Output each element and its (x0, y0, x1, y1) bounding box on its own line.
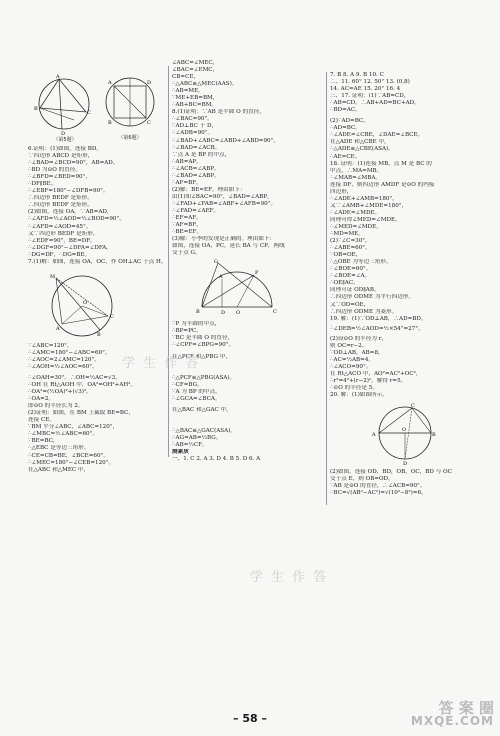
text-line: ∴∠ADE=∠MDE。 (330, 209, 381, 216)
text-line: ∵BM 平分∠ABC，∠ABC=120°， (28, 424, 119, 431)
text-line: ∴∠BAD=∠ACB。 (172, 144, 221, 151)
text-line: 18. 证明：(1)连接 MB，点 M 是 BC 的 (330, 160, 432, 167)
text-line: 交于点 E，则 OB=OD。 (330, 476, 394, 483)
text-line: 由(1)知∠BAC=90°，∠BAD=∠ABP， (172, 193, 273, 200)
text-line: ∴四边形 ODME 为菱形。 (330, 308, 398, 315)
column-right (330, 72, 480, 497)
text-line: ∠BAC=∠EMC， (172, 67, 219, 74)
text-line: 三、17. 证明：(1)∵AB=CD， (330, 93, 410, 100)
text-line: ∴∠DEB=½∠AOD=½×54°=27°。 (330, 325, 424, 332)
text-line: ∵∠ABC=120°， (28, 342, 73, 349)
text-line: ∴∠GCA=∠BCA。 (172, 395, 221, 402)
text-line: ∴∠BAC=90°。 (172, 116, 213, 123)
text-line: 6.证明：(1)如图，连接 BD。 (28, 146, 102, 152)
text-line: 一、1. C 2. A 3. D 4. B 5. D 6. A (172, 455, 261, 462)
svg-text:C: C (147, 120, 151, 126)
figure-6 (102, 72, 158, 141)
text-line: (2)证明：如图，在 BM 上截取 BE=BC， (28, 410, 135, 417)
svg-text:A: A (372, 432, 376, 439)
text-line: 20. 解：(1)如图所示。 (330, 392, 388, 399)
svg-text:C: C (110, 313, 114, 320)
text-line: ∴∠FAD=∠AEF。 (172, 207, 220, 214)
text-line: ∴⊙O 的半径是 5。 (330, 385, 378, 392)
text-line: (2)如图，连接 OD，BD，OB，OC，BD 与 OC (330, 469, 452, 476)
text-line: 在△ABC 和△MEC 中， (28, 466, 90, 473)
text-line: ∴∠ADE+∠AMB=180°。 (330, 195, 398, 202)
text-line: 即⊙O 的半径长为 2。 (28, 403, 84, 410)
circle-diagram-7 (42, 266, 122, 342)
text-line: ∴∠ABE=60°。 (330, 245, 371, 252)
site-logo (410, 699, 494, 728)
text-line: 又∵∠AMB+∠MDE=180°， (330, 202, 408, 209)
text-line: ∴∠EBF=180°−∠DFB=90°。 (28, 188, 109, 195)
text-line: (2)∵AD=BC， (330, 118, 369, 125)
svg-text:A: A (56, 325, 60, 332)
text-line: ∴AF=BF。 (172, 179, 202, 186)
svg-text:M: M (50, 273, 56, 280)
svg-text:D: D (221, 310, 226, 317)
text-line: ∵ME+EB=BM， (172, 95, 219, 102)
text-line: (2)解：BE=EF。理由如下： (172, 186, 246, 193)
text-line: ∵OD⊥AB，AB=8， (330, 349, 384, 356)
column-middle (172, 60, 322, 463)
text-line: ∴∠BAD=∠BCD=90°，AB=AD。 (28, 160, 119, 167)
text-line: ∴OA=2。 (28, 396, 55, 403)
text-line: ∴DG=DF，∴DG=BE。 (28, 251, 91, 258)
svg-text:G: G (214, 259, 218, 266)
circle-diagram-20 (360, 399, 450, 467)
figure-20-slot (330, 399, 480, 469)
text-line: ∴∠OAH=30°。∴OH=½AC=√3。 (28, 374, 121, 381)
text-line: 7. B 8. A 9. B 10. C (330, 72, 384, 78)
text-line: ∴四边形 ODME 为平行四边形。 (330, 294, 414, 301)
circle-diagram-6 (102, 72, 158, 134)
text-line: ∴∠ACO=90°。 (330, 363, 372, 370)
text-line: 四边形， (330, 188, 353, 195)
text-line: CB=CE， (172, 74, 200, 81)
circle-diagram-5 (34, 70, 96, 136)
text-line: ∴∠BOE=∠A。 (330, 273, 371, 280)
text-line: ∵BC 是半圆 O 的直径， (172, 335, 234, 342)
text-line: ∴AB=½CF。 (172, 441, 208, 448)
text-line: ∴CF=BG。 (172, 381, 203, 388)
text-line: ∴∠ADE=∠CBE，∠DAE=∠BCE。 (330, 132, 424, 139)
text-line: ∵BE=BC， (28, 438, 59, 445)
text-line: ∴∠DGF=90°−∠DFA=∠DFA。 (28, 244, 112, 251)
text-line: ∴△PCF≌△PBG(ASA)。 (172, 374, 236, 381)
text-line: ∠ABC=∠MEC， (172, 60, 219, 66)
text-line: ∴∠AFD=∠AOD=45°。 (28, 223, 92, 230)
logo-text: 答 案 圈 (438, 699, 494, 717)
svg-text:A: A (108, 80, 112, 86)
text-line: (2)设⊙O 的半径为 r， (330, 335, 387, 342)
text-line: 中点，∴MA=MB。 (330, 167, 383, 174)
text-line: ∴∠AFD=½∠AOD=½∠BOD=90°。 (28, 216, 125, 223)
text-line: ∴∠BFD=∠BED=90°。 (28, 174, 91, 181)
text-line: ∵点 A 是 BP 的中点， (172, 151, 231, 158)
text-line: ∴BD=AC。 (330, 107, 361, 114)
text-line: (3)解：小李的发现是正确的。理由如下： (172, 236, 276, 243)
section-heading: 测素质 (172, 448, 189, 455)
text-line: (2)∵∠C=30°， (330, 238, 371, 245)
semicircle-diagram-8 (192, 257, 282, 319)
svg-text:A: A (56, 74, 60, 80)
figure-5 (34, 70, 96, 143)
text-line: ∴AB=CD。∴AB+AD=BC+AD。 (330, 100, 420, 107)
text-line: ∴△BAC≌△GAC(ASA)。 (172, 427, 236, 434)
text-line: ∴OE∥AC。 (330, 280, 359, 287)
text-line: ∴∠MEC=180°−∠CEB=120°。 (28, 459, 115, 466)
text-line: 连接 CE。 (28, 417, 55, 424)
text-line: ∵A 为 BP 的中点， (172, 388, 221, 395)
text-line: ∴△ADE≌△CBE(ASA)。 (330, 146, 394, 153)
text-line: ∴∠MAB=∠MBA。 (330, 174, 381, 181)
text-line: ∴AG=AB=½BG。 (172, 434, 222, 441)
text-line: ∴∠AOH=½∠AOC=60°。 (28, 363, 98, 370)
text-line: ∴CE=CB=BE，∠BCE=60°。 (28, 452, 109, 459)
svg-text:B: B (97, 331, 101, 338)
column-left (28, 146, 168, 474)
text-line: ∴AD=BC。 (330, 125, 361, 132)
text-line: ∴AB=AP。 (172, 158, 202, 165)
watermark: 学 生 作 答 (250, 570, 329, 585)
figure-8-slot (172, 257, 322, 321)
text-line: ∴∠ACB=∠ABP。 (172, 165, 220, 172)
figure-5-caption: （第5题） (53, 137, 77, 143)
text-line: 在△BAC 和△GAC 中， (172, 406, 232, 413)
text-line: ∴OA²=(½OA)²+(√3)²。 (28, 389, 92, 396)
text-line: (2)如图，连接 OA。∵AB=AD， (28, 209, 113, 216)
text-line: 则 OC=r−2。 (330, 342, 368, 349)
svg-text:O: O (236, 310, 241, 317)
text-line: ∴AB=ME。 (172, 88, 204, 95)
text-line: ∴四边形 BEDF 是矩形。 (28, 195, 93, 202)
text-line: 又∵四边形 BEDF 是矩形， (28, 230, 99, 237)
text-line: 7.(1)解：如图，连接 OA，OC，作 OH⊥AC 于点 H。 (28, 258, 167, 265)
text-line: ∴∠CPF=∠BPG=90°。 (172, 342, 235, 349)
text-line: ∴∠FAD+∠FAB=∠ABF+∠AFB=90°。 (172, 200, 277, 207)
text-line: ∴△EBC 是等边三角形。 (28, 445, 90, 452)
text-line: 又∵OD=OE， (330, 301, 370, 308)
text-line: 14. AC=AE 15. 20° 16. 4 (330, 86, 401, 93)
text-line: 如图，连接 OA，PC，延长 BA 与 CP，两线 (172, 243, 285, 250)
text-line: ∴OH 在 Rt△AOH 中，OA²=OH²+AH²。 (28, 382, 137, 389)
svg-text:A: A (219, 274, 223, 281)
svg-text:C: C (273, 309, 277, 316)
text-line: ∵P 为半圆的中点， (172, 321, 221, 328)
text-line: ∴∠BOE=60°。 (330, 266, 372, 273)
text-line: ∴DF∥BE。 (28, 181, 57, 188)
svg-text:D: D (403, 461, 408, 468)
svg-text:D: D (61, 131, 66, 136)
svg-text:O: O (402, 427, 407, 434)
svg-text:C: C (411, 403, 415, 410)
text-line: 同理可得∠MED=∠MDE。 (330, 216, 401, 223)
text-line: ∴BC=√(AB²−AC²)=√(10²−8²)=6。 (330, 490, 427, 497)
figure-7-slot (28, 266, 168, 343)
text-line: 同理可证 OD∥AB。 (330, 287, 380, 294)
text-line: ∴BD 为⊙O 的直径。 (28, 167, 81, 174)
svg-text:P: P (255, 270, 259, 277)
text-line: ∴∠AOC=2∠AMC=120°。 (28, 356, 100, 363)
svg-text:O: O (83, 299, 88, 306)
figure-6-caption: （第6题） (118, 135, 142, 141)
text-line: ∴∠BAD+∠ABC=∠ABD+∠ABD=90°。 (172, 137, 280, 144)
text-line: ∴MD=ME。 (330, 231, 364, 238)
text-line: ∵AD⊥BC 于 D， (172, 123, 218, 130)
text-line: ∴AE=CE。 (330, 153, 361, 160)
text-line: ∵OB=OE， (330, 252, 362, 259)
svg-text:B: B (34, 106, 38, 112)
text-line: 二、11. 60° 12. 50° 13. (0,8) (330, 79, 410, 86)
text-line: ∴∠AMC=180°−∠ABC=60°。 (28, 349, 111, 356)
text-line: ∴BE=EF。 (172, 229, 202, 236)
svg-text:D: D (147, 80, 152, 86)
text-line: ∴BP=PC。 (172, 328, 202, 335)
text-line: ∴∠MED=∠MDE。 (330, 223, 382, 230)
watermark: 学 生 作 答 (122, 356, 201, 371)
svg-text:B: B (196, 309, 200, 316)
text-line: ∴AC=½AB=4。 (330, 356, 374, 363)
text-line: ∴r²=4²+(r−2)²，解得 r=5。 (330, 377, 407, 384)
text-line: ∴四边形 BEDF 是矩形。 (28, 202, 93, 209)
text-line: ∴∠ADB=90°。 (172, 130, 214, 137)
text-line: ∴∠MBC=½∠ABC=60°。 (28, 431, 98, 438)
svg-text:B: B (432, 432, 436, 439)
text-line: ∴△OBE 为等边三角形。 (330, 259, 392, 266)
text-line: ∵四边形 ABCD 是矩形， (28, 153, 94, 160)
text-line: 在 Rt△ACO 中，AO²=AC²+OC²， (330, 370, 422, 377)
text-line: 在△PCF 和△PBG 中， (172, 353, 231, 360)
text-line: 19. 解：(1)∵OD⊥AB，∴AD=BD。 (330, 315, 427, 322)
text-line: ∵AF=BF， (172, 222, 202, 229)
text-line: ∴∠EDF=90°，BE=DF。 (28, 237, 96, 244)
page-number: – 58 – (233, 712, 267, 725)
text-line: 连接 DF，则四边形 AMDF 是⊙O 的内接 (330, 181, 435, 188)
svg-text:C: C (87, 110, 91, 116)
text-line: ∴∠BAD=∠ABP。 (172, 172, 220, 179)
text-line: 在△ADE 和△CBE 中， (330, 139, 390, 146)
text-line: ∴EF=AF。 (172, 215, 202, 222)
text-line: ∴AB+BC=BM。 (172, 102, 218, 109)
logo-url: MXQE.COM (410, 714, 494, 728)
text-line: 交于点 G。 (172, 250, 201, 257)
spacer (172, 414, 322, 428)
text-line: 8.(1)证明：∵AB 是半圆 O 的直径， (172, 109, 265, 116)
text-line: ∵AB 是⊙O 的直径，∴∠ACB=90°。 (330, 483, 426, 490)
text-line: ∴△ABC≌△MEC(AAS)。 (172, 81, 238, 88)
svg-text:B: B (108, 120, 112, 126)
